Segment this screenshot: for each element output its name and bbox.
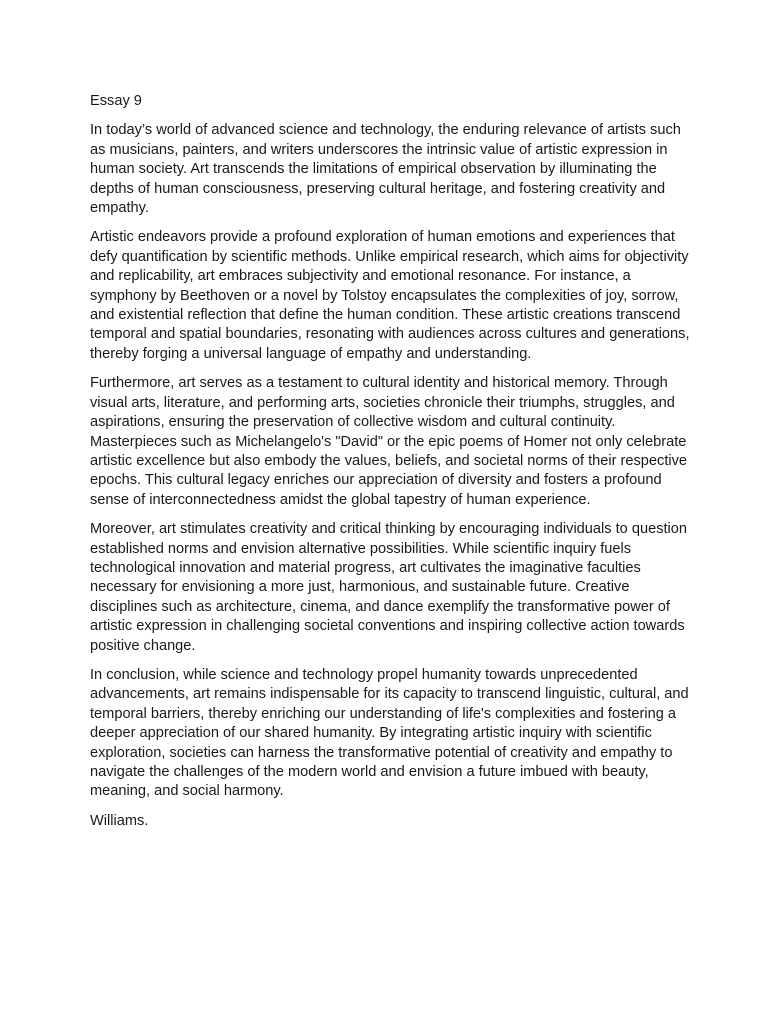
document-page (90, 92, 690, 831)
paragraph-emotions: Artistic endeavors provide a profound exploration of human emotions and experiences that defy quantification by scientific methods. Unlike empirical research, which aims for objectivity and replicability, art embraces subjectivity and emotional resonance. For instance, a symphony by Beethoven or a novel by Tolstoy encapsulates the complexities of joy, sorrow, and existential reflection that define the human condition. These artistic creations transcend temporal and spatial boundaries, resonating with audiences across cultures and generations, thereby forging a universal language of empathy and understanding. (90, 229, 690, 362)
paragraph-introduction: In today’s world of advanced science and technology, the enduring relevance of artists such as musicians, painters, and writers underscores the intrinsic value of artistic expression in human society. Art transcends the limitations of empirical observation by illuminating the depths of human consciousness, preserving cultural heritage, and fostering creativity and empathy. (90, 122, 681, 217)
paragraph-cultural-identity: Furthermore, art serves as a testament to cultural identity and historical memory. Through visual arts, literature, and performing arts, societies chronicle their triumphs, struggles, and aspirations, ensuring the preservation of collective wisdom and cultural continuity. Masterpieces such as Michelangelo's "David" or the epic poems of Homer not only celebrate artistic excellence but also embody the values, beliefs, and societal norms of their respective epochs. This cultural legacy enriches our appreciation of diversity and fosters a profound sense of interconnectedness amidst the global tapestry of human experience. (90, 375, 688, 508)
author-signature: Williams. (90, 812, 149, 829)
essay-title: Essay 9 (90, 93, 142, 109)
paragraph-creativity: Moreover, art stimulates creativity and critical thinking by encouraging individuals to question established norms and envision alternative possibilities. While scientific inquiry fuels technological innovation and material progress, art cultivates the imaginative faculties necessary for envisioning a more just, harmonious, and sustainable future. Creative disciplines such as architecture, cinema, and dance exemplify the transformative power of artistic expression in challenging societal conventions and inspiring collective action towards positive change. (90, 521, 688, 654)
paragraph-conclusion: In conclusion, while science and technology propel humanity towards unprecedented advancements, art remains indispensable for its capacity to transcend linguistic, cultural, and temporal barriers, thereby enriching our understanding of life's complexities and fostering a deeper appreciation of our shared humanity. By integrating artistic inquiry with scientific exploration, societies can harness the transformative potential of creativity and empathy to navigate the challenges of the modern world and envision a future imbued with beauty, meaning, and social harmony. (90, 666, 689, 800)
